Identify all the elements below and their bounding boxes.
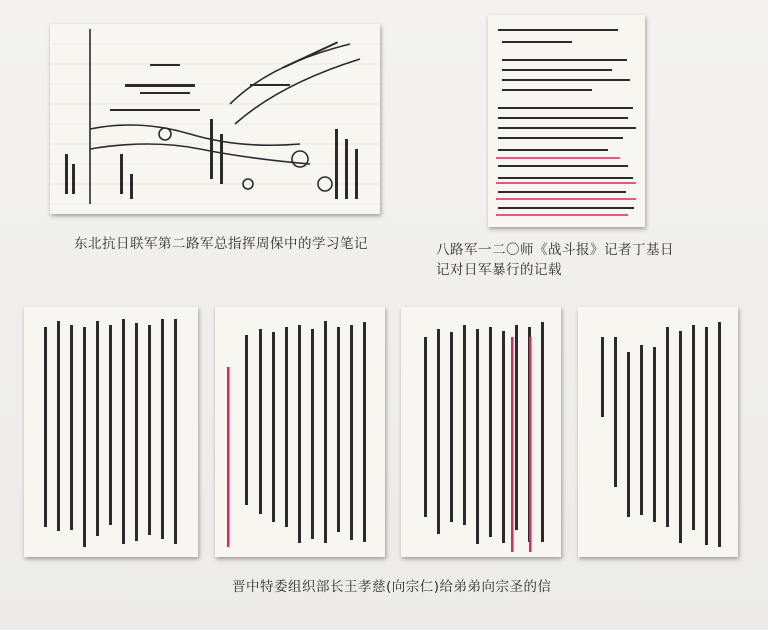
letter-page-4-handwriting (578, 307, 738, 557)
report-caption-line1: 八路军一二〇师《战斗报》记者丁基日 (436, 242, 674, 258)
notes-caption: 东北抗日联军第二路军总指挥周保中的学习笔记 (74, 236, 368, 252)
letter-page-2 (215, 307, 385, 557)
letter-page-2-handwriting (215, 307, 385, 557)
report-caption-line2: 记对日军暴行的记载 (436, 262, 562, 278)
study-notes-document (50, 24, 380, 214)
letter-page-4 (578, 307, 738, 557)
report-handwriting (488, 15, 645, 227)
letter-page-3 (401, 307, 561, 557)
notes-map-sketch (50, 24, 380, 214)
letter-page-3-handwriting (401, 307, 561, 557)
letter-page-1-handwriting (24, 307, 198, 557)
battle-report-document (488, 15, 645, 227)
letter-caption: 晋中特委组织部长王孝慈(向宗仁)给弟弟向宗圣的信 (232, 579, 552, 595)
letter-page-1 (24, 307, 198, 557)
